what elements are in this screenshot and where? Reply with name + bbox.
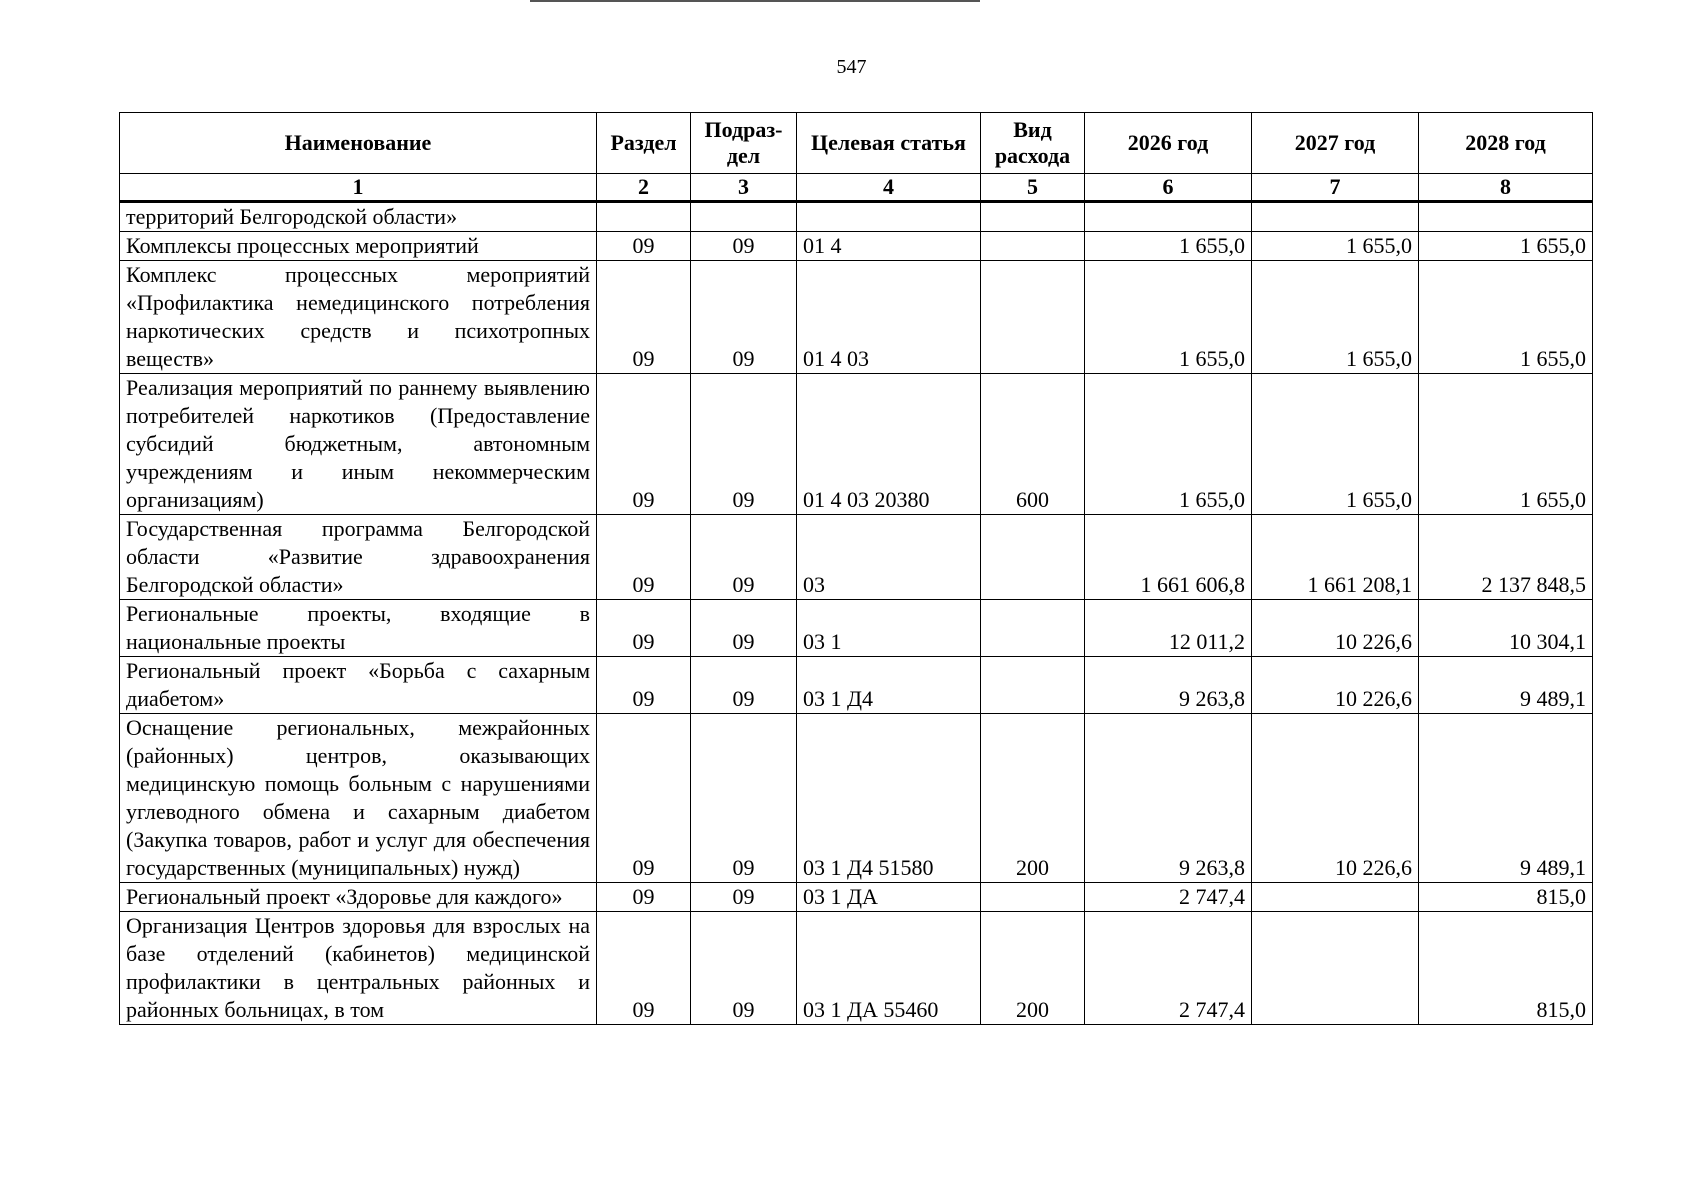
row-vid [981, 657, 1085, 714]
row-2026: 9 263,8 [1085, 714, 1252, 883]
row-2027: 1 655,0 [1252, 374, 1419, 515]
row-2028: 1 655,0 [1419, 374, 1593, 515]
row-razdel [597, 202, 691, 232]
row-2026: 1 655,0 [1085, 232, 1252, 261]
col-header-2027: 2027 год [1252, 113, 1419, 174]
column-number-row [120, 174, 1593, 202]
col-number: 6 [1085, 174, 1252, 202]
row-razdel: 09 [597, 657, 691, 714]
col-number: 3 [691, 174, 797, 202]
row-vid [981, 515, 1085, 600]
row-2027: 10 226,6 [1252, 714, 1419, 883]
row-2028: 9 489,1 [1419, 714, 1593, 883]
col-header-2026: 2026 год [1085, 113, 1252, 174]
row-vid [981, 232, 1085, 261]
row-2026: 2 747,4 [1085, 912, 1252, 1025]
row-statya: 03 1 Д4 51580 [797, 714, 981, 883]
row-name: Региональный проект «Борьба с сахарным диабетом» [120, 657, 597, 714]
top-rule-line [530, 0, 980, 2]
row-2028: 1 655,0 [1419, 232, 1593, 261]
row-name: Оснащение региональных, межрайонных (районных) центров, оказывающих медицинскую помощь больным с нарушениями углеводного обмена и сахарным диабетом (Закупка товаров, работ и услуг для обеспечения государственных (муниципальных) нужд) [120, 714, 597, 883]
col-number: 2 [597, 174, 691, 202]
col-header-statya: Целевая статья [797, 113, 981, 174]
row-statya: 03 1 [797, 600, 981, 657]
row-vid: 600 [981, 374, 1085, 515]
row-name: Региональный проект «Здоровье для каждого» [120, 883, 597, 912]
budget-table [119, 112, 1593, 1025]
row-statya: 03 1 ДА [797, 883, 981, 912]
row-2028: 1 655,0 [1419, 261, 1593, 374]
row-2028: 2 137 848,5 [1419, 515, 1593, 600]
row-2026: 1 655,0 [1085, 374, 1252, 515]
row-razdel: 09 [597, 714, 691, 883]
row-podrazdel: 09 [691, 232, 797, 261]
row-vid [981, 202, 1085, 232]
row-statya: 01 4 [797, 232, 981, 261]
col-header-2028: 2028 год [1419, 113, 1593, 174]
col-header-name: Наименование [120, 113, 597, 174]
row-razdel: 09 [597, 232, 691, 261]
row-2028: 9 489,1 [1419, 657, 1593, 714]
row-name: Организация Центров здоровья для взрослых на базе отделений (кабинетов) медицинской профилактики в центральных районных и районных больницах, в том [120, 912, 597, 1025]
header-row [120, 113, 1593, 174]
table-row [120, 600, 1593, 657]
table-row [120, 261, 1593, 374]
table-row [120, 657, 1593, 714]
row-2026: 12 011,2 [1085, 600, 1252, 657]
row-2027: 1 661 208,1 [1252, 515, 1419, 600]
row-razdel: 09 [597, 515, 691, 600]
row-razdel: 09 [597, 600, 691, 657]
row-razdel: 09 [597, 261, 691, 374]
col-header-podrazdel: Подраз-дел [691, 113, 797, 174]
row-razdel: 09 [597, 883, 691, 912]
table-row [120, 883, 1593, 912]
row-2028: 10 304,1 [1419, 600, 1593, 657]
col-number: 1 [120, 174, 597, 202]
row-name: территорий Белгородской области» [120, 202, 597, 232]
col-number: 7 [1252, 174, 1419, 202]
row-2028: 815,0 [1419, 912, 1593, 1025]
col-header-vid: Вид расхода [981, 113, 1085, 174]
row-statya: 03 1 ДА 55460 [797, 912, 981, 1025]
row-podrazdel: 09 [691, 261, 797, 374]
row-podrazdel: 09 [691, 374, 797, 515]
row-2027 [1252, 912, 1419, 1025]
row-podrazdel: 09 [691, 883, 797, 912]
row-statya: 01 4 03 20380 [797, 374, 981, 515]
table-row [120, 232, 1593, 261]
row-2028 [1419, 202, 1593, 232]
row-statya [797, 202, 981, 232]
row-vid [981, 883, 1085, 912]
row-2026 [1085, 202, 1252, 232]
row-razdel: 09 [597, 912, 691, 1025]
row-vid [981, 600, 1085, 657]
row-2027: 10 226,6 [1252, 657, 1419, 714]
row-podrazdel: 09 [691, 600, 797, 657]
col-number: 5 [981, 174, 1085, 202]
row-vid: 200 [981, 714, 1085, 883]
row-2026: 9 263,8 [1085, 657, 1252, 714]
row-name: Реализация мероприятий по раннему выявлению потребителей наркотиков (Предоставление субсидий бюджетным, автономным учреждениям и иным некоммерческим организациям) [120, 374, 597, 515]
table-row [120, 515, 1593, 600]
row-vid [981, 261, 1085, 374]
row-podrazdel: 09 [691, 912, 797, 1025]
row-2027 [1252, 883, 1419, 912]
row-podrazdel: 09 [691, 657, 797, 714]
row-name: Комплексы процессных мероприятий [120, 232, 597, 261]
row-name: Государственная программа Белгородской области «Развитие здравоохранения Белгородской области» [120, 515, 597, 600]
row-razdel: 09 [597, 374, 691, 515]
row-2026: 1 655,0 [1085, 261, 1252, 374]
row-statya: 01 4 03 [797, 261, 981, 374]
row-2027: 1 655,0 [1252, 232, 1419, 261]
row-podrazdel: 09 [691, 714, 797, 883]
row-2027: 1 655,0 [1252, 261, 1419, 374]
row-statya: 03 1 Д4 [797, 657, 981, 714]
col-header-razdel: Раздел [597, 113, 691, 174]
table-row [120, 714, 1593, 883]
row-statya: 03 [797, 515, 981, 600]
table-row [120, 202, 1593, 232]
row-2027 [1252, 202, 1419, 232]
row-podrazdel: 09 [691, 515, 797, 600]
row-vid: 200 [981, 912, 1085, 1025]
row-2027: 10 226,6 [1252, 600, 1419, 657]
row-2028: 815,0 [1419, 883, 1593, 912]
row-podrazdel [691, 202, 797, 232]
row-name: Региональные проекты, входящие в национальные проекты [120, 600, 597, 657]
col-number: 4 [797, 174, 981, 202]
page-number: 547 [836, 56, 867, 78]
table-row [120, 374, 1593, 515]
row-2026: 1 661 606,8 [1085, 515, 1252, 600]
table-row [120, 912, 1593, 1025]
row-name: Комплекс процессных мероприятий «Профилактика немедицинского потребления наркотических средств и психотропных веществ» [120, 261, 597, 374]
row-2026: 2 747,4 [1085, 883, 1252, 912]
col-number: 8 [1419, 174, 1593, 202]
